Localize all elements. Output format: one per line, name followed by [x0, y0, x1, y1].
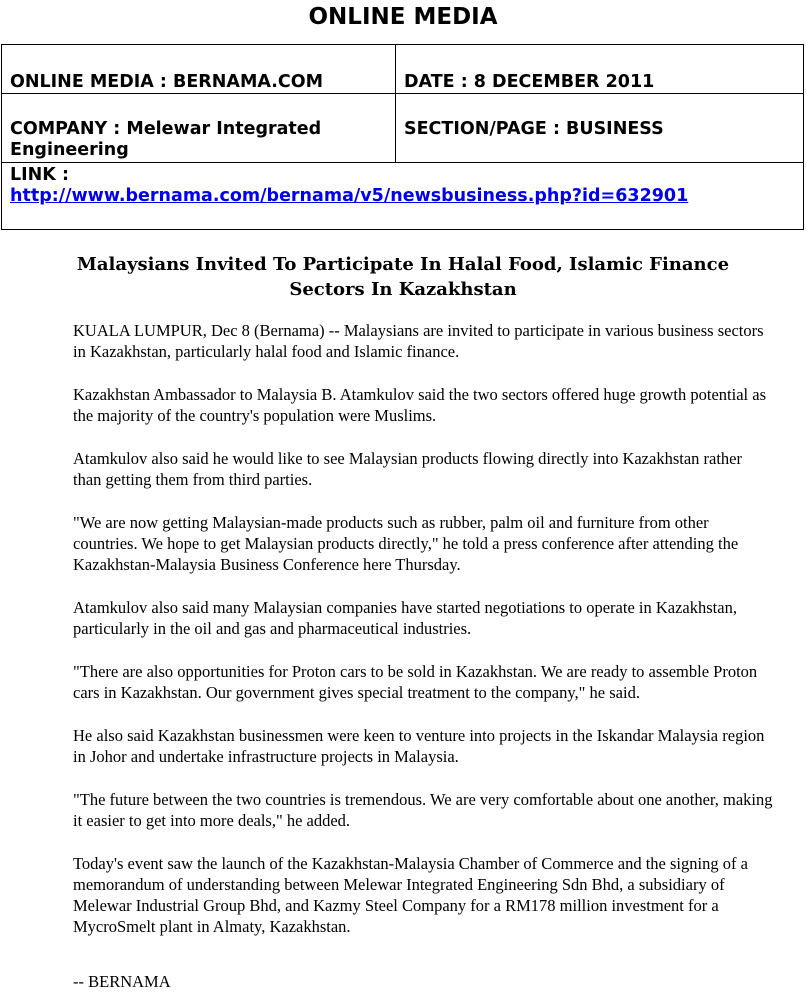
article-paragraph: He also said Kazakhstan businessmen were keen to venture into projects in the Iskandar Malaysia region in Johor and undertake infrastructure projects in Malaysia. — [73, 726, 765, 766]
article-paragraph: Kazakhstan Ambassador to Malaysia B. Atamkulov said the two sectors offered huge growth potential as the majority of the country's population were Muslims. — [73, 385, 766, 425]
article-paragraph: Atamkulov also said many Malaysian companies have started negotiations to operate in Kazakhstan, particularly in the oil and gas and pharmaceutical industries. — [73, 598, 737, 638]
info-row-link — [2, 163, 803, 229]
link-label: LINK : — [10, 165, 69, 185]
info-row-media — [2, 45, 803, 94]
article-title: Malaysians Invited To Participate In Halal Food, Islamic Finance Sectors In Kazakhstan — [76, 254, 730, 300]
online-media-cell: ONLINE MEDIA : BERNAMA.COM — [2, 45, 396, 93]
byline: -- BERNAMA — [73, 972, 171, 991]
article-paragraph: Atamkulov also said he would like to see Malaysian products flowing directly into Kazakhstan rather than getting them from third parties. — [73, 449, 742, 489]
article-paragraph: KUALA LUMPUR, Dec 8 (Bernama) -- Malaysians are invited to participate in various business sectors in Kazakhstan, particularly halal food and Islamic finance. — [73, 321, 764, 361]
date-cell: DATE : 8 DECEMBER 2011 — [404, 72, 655, 92]
article-link[interactable]: http://www.bernama.com/bernama/v5/newsbusiness.php?id=632901 — [10, 186, 689, 206]
article-paragraph: "There are also opportunities for Proton cars to be sold in Kazakhstan. We are ready to assemble Proton cars in Kazakhstan. Our government gives special treatment to the company," he said. — [73, 662, 758, 702]
section-cell: SECTION/PAGE : BUSINESS — [404, 119, 664, 139]
link-cell — [2, 163, 803, 229]
info-row-company — [2, 94, 803, 163]
company-cell: COMPANY : Melewar Integrated Engineering — [2, 94, 396, 162]
media-info-table — [1, 44, 804, 230]
article-paragraph: Today's event saw the launch of the Kazakhstan-Malaysia Chamber of Commerce and the signing of a memorandum of understanding between Melewar Integrated Engineering Sdn Bhd, a subsidiary of Melewar Industrial Group Bhd, and Kazmy Steel Company for a RM178 million investment for a MycroSmelt plant in Almaty, Kazakhstan. — [73, 854, 748, 936]
article-body — [73, 320, 773, 959]
article-paragraph: "We are now getting Malaysian-made products such as rubber, palm oil and furniture from other countries. We hope to get Malaysian products directly," he told a press conference after attending the Kazakhstan-Malaysia Business Conference here Thursday. — [73, 513, 739, 574]
page-title: ONLINE MEDIA — [308, 4, 498, 30]
article-paragraph: "The future between the two countries is tremendous. We are very comfortable about one another, making it easier to get into more deals," he added. — [73, 790, 773, 830]
